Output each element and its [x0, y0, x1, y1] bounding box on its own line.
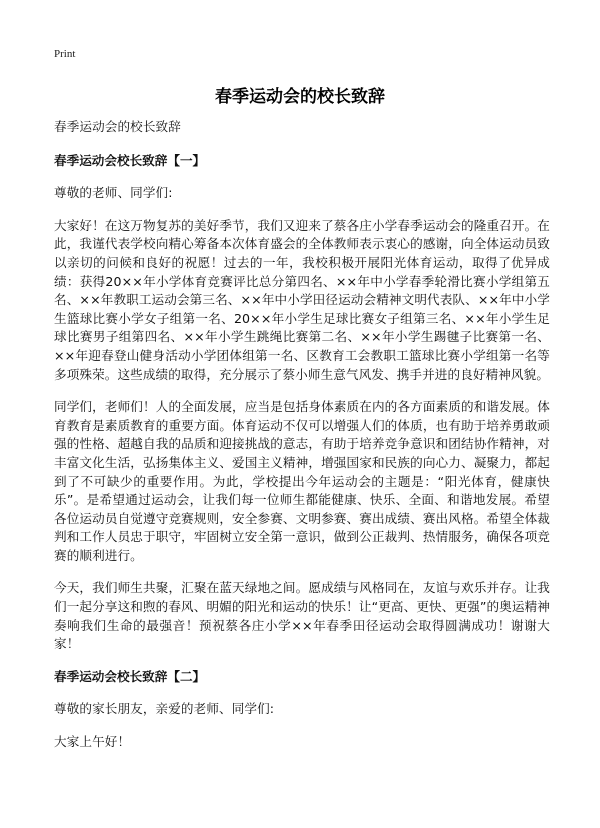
paragraph: 今天，我们师生共聚，汇聚在蓝天绿地之间。愿成绩与风格同在，友谊与欢乐并存。让我们一起分享这和煦的春风、明媚的阳光和运动的快乐！让“更高、更快、更强”的奥运精神奏响我们生命的最强音！预祝蔡各庄小学××年春季田径运动会取得圆满成功！谢谢大家！: [54, 580, 550, 652]
document-subtitle: 春季运动会的校长致辞: [54, 119, 181, 134]
paragraph: 同学们，老师们！人的全面发展，应当是包括身体素质在内的各方面素质的和谐发展。体育教育是素质教育的重要方面。体育运动不仅可以增强人们的体质，也有助于培养勇敢顽强的性格、超越自我的品质和迎接挑战的意志，有助于培养竞争意识和团结协作精神，对丰富文化生活，弘扬集体主义、爱国主义精神，增强国家和民族的向心力、凝聚力，都起到了不可缺少的重要作用。为此，学校提出今年运动会的主题是：“阳光体育，健康快乐”。是希望通过运动会，让我们每一位师生都能健康、快乐、全面、和谐地发展。希望各位运动员自觉遵守竞赛规则，安全参赛、文明参赛、赛出成绩、赛出风格。希望全体裁判和工作人员忠于职守，牢固树立安全第一意识，做到公正裁判、热情服务，确保各项竞赛的顺利进行。: [54, 399, 550, 563]
section-greeting: 尊敬的老师、同学们:: [54, 185, 173, 201]
paragraph: 大家好！在这万物复苏的美好季节，我们又迎来了蔡各庄小学春季运动会的隆重召开。在此，我谨代表学校向精心筹备本次体育盛会的全体教师表示衷心的感谢，向全体运动员致以亲切的问候和良好的祝愿！过去的一年，我校积极开展阳光体育运动，取得了优异成绩：获得20××年小学体育竞赛评比总分第四名、××年中小学春季轮滑比赛小学组第五名、××年教职工运动会第三名、××年中小学田径运动会精神文明代表队、××年中小学生篮球比赛小学女子组第一名、20××年小学生足球比赛女子组第三名、××年小学生足球比赛男子组第四名、××年小学生跳绳比赛第二名、××年小学生踢毽子比赛第一名、××年迎春登山健身活动小学团体组第一名、区教育工会教职工篮球比赛小学组第一名等多项殊荣。这些成绩的取得，充分展示了蔡小师生意气风发、携手并进的良好精神风貌。: [54, 217, 550, 382]
section-heading: 春季运动会校长致辞【二】: [54, 668, 206, 684]
document-title: 春季运动会的校长致辞: [215, 87, 385, 107]
paragraph: 大家上午好！: [54, 734, 131, 750]
document-body: [54, 118, 550, 766]
section-greeting: 尊敬的家长朋友，亲爱的老师、同学们:: [54, 701, 275, 717]
section-heading: 春季运动会校长致辞【一】: [54, 152, 206, 168]
print-link[interactable]: Print: [54, 48, 76, 60]
